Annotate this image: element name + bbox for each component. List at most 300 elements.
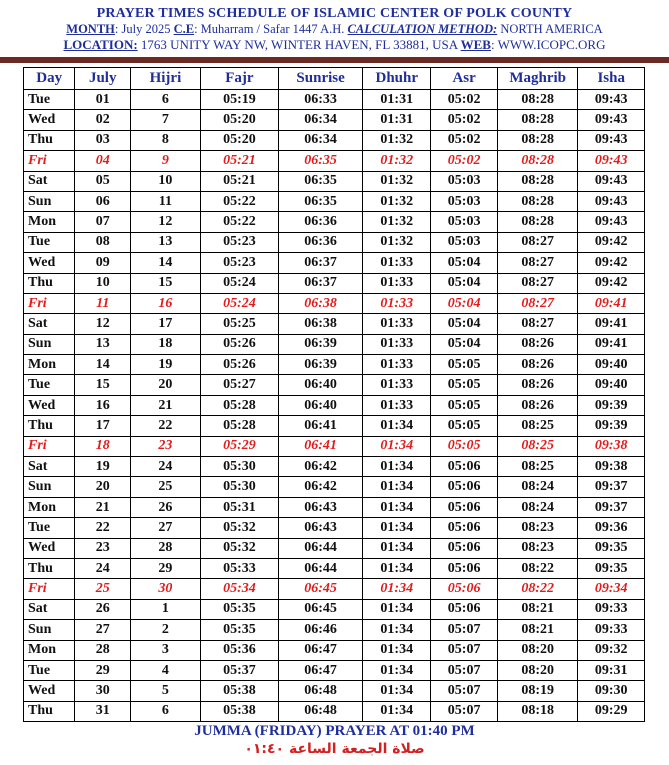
table-row [24,171,645,191]
cell-day: Thu [24,701,75,721]
cell-maghrib: 08:27 [497,293,578,313]
cell-july: 13 [75,334,131,354]
cell-fajr: 05:34 [200,579,278,599]
location-label: LOCATION: [63,37,138,52]
cell-dhuhr: 01:34 [363,620,431,640]
cell-hijri: 11 [131,191,201,211]
cell-day: Sat [24,314,75,334]
cell-maghrib: 08:25 [497,436,578,456]
cell-sunrise: 06:44 [279,538,363,558]
cell-maghrib: 08:27 [497,314,578,334]
cell-day: Wed [24,681,75,701]
cell-fajr: 05:33 [200,558,278,578]
cell-hijri: 6 [131,701,201,721]
column-header-maghrib: Maghrib [497,68,578,90]
column-header-sunrise: Sunrise [279,68,363,90]
table-row [24,538,645,558]
cell-maghrib: 08:24 [497,477,578,497]
cell-isha: 09:43 [578,110,645,130]
cell-isha: 09:40 [578,355,645,375]
cell-maghrib: 08:28 [497,212,578,232]
cell-sunrise: 06:41 [279,436,363,456]
cell-dhuhr: 01:33 [363,395,431,415]
cell-hijri: 26 [131,497,201,517]
cell-asr: 05:03 [431,232,498,252]
cell-maghrib: 08:28 [497,110,578,130]
cell-dhuhr: 01:34 [363,558,431,578]
cell-isha: 09:42 [578,253,645,273]
cell-isha: 09:42 [578,232,645,252]
cell-dhuhr: 01:34 [363,579,431,599]
cell-isha: 09:43 [578,212,645,232]
cell-isha: 09:37 [578,497,645,517]
cell-dhuhr: 01:34 [363,681,431,701]
cell-dhuhr: 01:32 [363,232,431,252]
cell-july: 04 [75,151,131,171]
hijri-months: : Muharram / Safar 1447 A.H. [194,22,345,36]
cell-asr: 05:05 [431,416,498,436]
column-header-hijri: Hijri [131,68,201,90]
cell-dhuhr: 01:34 [363,640,431,660]
cell-isha: 09:34 [578,579,645,599]
cell-hijri: 6 [131,90,201,110]
cell-july: 27 [75,620,131,640]
schedule-header [0,6,669,53]
cell-fajr: 05:24 [200,293,278,313]
cell-fajr: 05:26 [200,355,278,375]
cell-hijri: 2 [131,620,201,640]
cell-fajr: 05:24 [200,273,278,293]
cell-hijri: 4 [131,660,201,680]
cell-asr: 05:03 [431,171,498,191]
table-row [24,416,645,436]
cell-sunrise: 06:34 [279,130,363,150]
cell-asr: 05:06 [431,558,498,578]
cell-fajr: 05:35 [200,599,278,619]
cell-july: 26 [75,599,131,619]
cell-hijri: 12 [131,212,201,232]
web-value[interactable]: : WWW.ICOPC.ORG [490,37,606,52]
table-row [24,660,645,680]
cell-dhuhr: 01:33 [363,334,431,354]
cell-day: Wed [24,110,75,130]
cell-asr: 05:07 [431,701,498,721]
cell-sunrise: 06:33 [279,90,363,110]
cell-asr: 05:04 [431,253,498,273]
cell-july: 17 [75,416,131,436]
table-row [24,151,645,171]
cell-fajr: 05:23 [200,253,278,273]
cell-asr: 05:05 [431,355,498,375]
cell-maghrib: 08:28 [497,171,578,191]
cell-sunrise: 06:42 [279,457,363,477]
cell-dhuhr: 01:33 [363,293,431,313]
cell-isha: 09:36 [578,518,645,538]
cell-july: 10 [75,273,131,293]
cell-fajr: 05:21 [200,151,278,171]
table-row [24,191,645,211]
jumma-notice: JUMMA (FRIDAY) PRAYER AT 01:40 PM [194,723,475,739]
table-row [24,334,645,354]
cell-fajr: 05:22 [200,191,278,211]
cell-hijri: 20 [131,375,201,395]
table-body [24,90,645,722]
cell-july: 19 [75,457,131,477]
calc-method-value: NORTH AMERICA [497,22,603,36]
cell-hijri: 19 [131,355,201,375]
cell-july: 01 [75,90,131,110]
cell-sunrise: 06:43 [279,518,363,538]
cell-sunrise: 06:35 [279,191,363,211]
cell-isha: 09:41 [578,334,645,354]
cell-july: 15 [75,375,131,395]
cell-dhuhr: 01:31 [363,110,431,130]
cell-isha: 09:38 [578,457,645,477]
cell-asr: 05:04 [431,314,498,334]
cell-maghrib: 08:26 [497,375,578,395]
column-header-isha: Isha [578,68,645,90]
cell-hijri: 24 [131,457,201,477]
cell-sunrise: 06:35 [279,171,363,191]
cell-maghrib: 08:26 [497,355,578,375]
cell-asr: 05:03 [431,212,498,232]
cell-july: 09 [75,253,131,273]
table-row [24,558,645,578]
cell-asr: 05:05 [431,395,498,415]
cell-july: 07 [75,212,131,232]
cell-fajr: 05:25 [200,314,278,334]
cell-hijri: 15 [131,273,201,293]
cell-asr: 05:07 [431,620,498,640]
month-line [0,22,669,37]
cell-dhuhr: 01:34 [363,416,431,436]
cell-july: 02 [75,110,131,130]
table-row [24,579,645,599]
cell-july: 11 [75,293,131,313]
cell-maghrib: 08:28 [497,90,578,110]
cell-maghrib: 08:22 [497,558,578,578]
cell-july: 20 [75,477,131,497]
cell-sunrise: 06:46 [279,620,363,640]
cell-hijri: 25 [131,477,201,497]
cell-dhuhr: 01:31 [363,90,431,110]
cell-july: 28 [75,640,131,660]
cell-fajr: 05:21 [200,171,278,191]
cell-maghrib: 08:27 [497,253,578,273]
cell-isha: 09:39 [578,395,645,415]
table-row [24,110,645,130]
cell-hijri: 5 [131,681,201,701]
cell-asr: 05:06 [431,477,498,497]
cell-asr: 05:06 [431,579,498,599]
cell-sunrise: 06:39 [279,355,363,375]
cell-isha: 09:43 [578,191,645,211]
column-header-asr: Asr [431,68,498,90]
cell-day: Fri [24,436,75,456]
cell-fajr: 05:32 [200,538,278,558]
cell-dhuhr: 01:34 [363,660,431,680]
cell-maghrib: 08:23 [497,518,578,538]
cell-asr: 05:04 [431,293,498,313]
column-header-fajr: Fajr [200,68,278,90]
cell-isha: 09:43 [578,90,645,110]
month-value: : July 2025 [114,22,171,36]
cell-sunrise: 06:43 [279,497,363,517]
table-row [24,355,645,375]
cell-hijri: 8 [131,130,201,150]
cell-july: 23 [75,538,131,558]
cell-day: Mon [24,212,75,232]
cell-fajr: 05:38 [200,681,278,701]
cell-hijri: 17 [131,314,201,334]
cell-maghrib: 08:27 [497,273,578,293]
cell-isha: 09:42 [578,273,645,293]
cell-day: Thu [24,130,75,150]
cell-hijri: 16 [131,293,201,313]
cell-isha: 09:35 [578,538,645,558]
cell-asr: 05:07 [431,640,498,660]
cell-sunrise: 06:36 [279,212,363,232]
cell-hijri: 30 [131,579,201,599]
cell-maghrib: 08:19 [497,681,578,701]
cell-fajr: 05:22 [200,212,278,232]
cell-maghrib: 08:26 [497,395,578,415]
cell-asr: 05:06 [431,538,498,558]
cell-july: 21 [75,497,131,517]
cell-asr: 05:03 [431,191,498,211]
cell-day: Sat [24,171,75,191]
cell-day: Wed [24,538,75,558]
cell-dhuhr: 01:34 [363,497,431,517]
cell-day: Thu [24,273,75,293]
cell-isha: 09:39 [578,416,645,436]
cell-sunrise: 06:38 [279,314,363,334]
cell-day: Mon [24,355,75,375]
cell-fajr: 05:30 [200,457,278,477]
cell-asr: 05:02 [431,90,498,110]
cell-sunrise: 06:45 [279,579,363,599]
cell-isha: 09:38 [578,436,645,456]
cell-day: Fri [24,579,75,599]
cell-july: 29 [75,660,131,680]
cell-maghrib: 08:28 [497,151,578,171]
cell-hijri: 10 [131,171,201,191]
cell-day: Wed [24,253,75,273]
cell-maghrib: 08:26 [497,334,578,354]
cell-day: Fri [24,151,75,171]
table-row [24,273,645,293]
cell-isha: 09:43 [578,130,645,150]
cell-dhuhr: 01:34 [363,538,431,558]
table-row [24,436,645,456]
table-row [24,640,645,660]
cell-asr: 05:04 [431,273,498,293]
location-value: 1763 UNITY WAY NW, WINTER HAVEN, FL 33881, USA [137,37,461,52]
cell-dhuhr: 01:32 [363,151,431,171]
cell-sunrise: 06:37 [279,273,363,293]
cell-maghrib: 08:25 [497,416,578,436]
cell-sunrise: 06:48 [279,681,363,701]
table-header-row [24,68,645,90]
column-header-dhuhr: Dhuhr [363,68,431,90]
table-row [24,477,645,497]
cell-july: 24 [75,558,131,578]
cell-july: 30 [75,681,131,701]
cell-sunrise: 06:41 [279,416,363,436]
cell-isha: 09:41 [578,293,645,313]
cell-asr: 05:05 [431,436,498,456]
cell-fajr: 05:28 [200,416,278,436]
cell-fajr: 05:28 [200,395,278,415]
cell-maghrib: 08:28 [497,191,578,211]
cell-asr: 05:06 [431,599,498,619]
column-header-july: July [75,68,131,90]
cell-july: 16 [75,395,131,415]
cell-maghrib: 08:18 [497,701,578,721]
cell-fajr: 05:37 [200,660,278,680]
cell-maghrib: 08:22 [497,579,578,599]
cell-day: Tue [24,90,75,110]
cell-day: Sun [24,191,75,211]
cell-maghrib: 08:21 [497,620,578,640]
ce-label: C.E [173,22,195,36]
cell-hijri: 18 [131,334,201,354]
cell-sunrise: 06:45 [279,599,363,619]
cell-dhuhr: 01:34 [363,457,431,477]
cell-asr: 05:04 [431,334,498,354]
cell-maghrib: 08:27 [497,232,578,252]
cell-fajr: 05:38 [200,701,278,721]
cell-dhuhr: 01:34 [363,701,431,721]
cell-fajr: 05:20 [200,110,278,130]
cell-july: 31 [75,701,131,721]
cell-asr: 05:07 [431,660,498,680]
table-row [24,232,645,252]
table-row [24,314,645,334]
table-row [24,293,645,313]
cell-fajr: 05:31 [200,497,278,517]
cell-day: Wed [24,395,75,415]
month-label: MONTH [66,22,115,36]
calc-method-label: CALCULATION METHOD: [347,22,498,36]
table-row [24,395,645,415]
cell-isha: 09:37 [578,477,645,497]
cell-hijri: 29 [131,558,201,578]
cell-day: Thu [24,416,75,436]
cell-asr: 05:02 [431,151,498,171]
cell-asr: 05:06 [431,497,498,517]
cell-july: 25 [75,579,131,599]
cell-sunrise: 06:38 [279,293,363,313]
cell-dhuhr: 01:32 [363,171,431,191]
cell-july: 06 [75,191,131,211]
table-row [24,497,645,517]
cell-sunrise: 06:40 [279,395,363,415]
cell-isha: 09:33 [578,620,645,640]
cell-dhuhr: 01:33 [363,314,431,334]
table-row [24,457,645,477]
cell-hijri: 23 [131,436,201,456]
cell-asr: 05:06 [431,457,498,477]
cell-day: Tue [24,232,75,252]
cell-day: Sat [24,457,75,477]
cell-maghrib: 08:21 [497,599,578,619]
cell-dhuhr: 01:34 [363,518,431,538]
web-label: WEB [460,37,491,52]
cell-isha: 09:41 [578,314,645,334]
cell-fajr: 05:20 [200,130,278,150]
cell-maghrib: 08:28 [497,130,578,150]
cell-sunrise: 06:44 [279,558,363,578]
cell-day: Thu [24,558,75,578]
cell-july: 08 [75,232,131,252]
cell-asr: 05:02 [431,110,498,130]
table-row [24,518,645,538]
cell-isha: 09:31 [578,660,645,680]
cell-dhuhr: 01:33 [363,253,431,273]
cell-fajr: 05:32 [200,518,278,538]
cell-july: 12 [75,314,131,334]
cell-day: Sat [24,599,75,619]
cell-maghrib: 08:20 [497,640,578,660]
cell-dhuhr: 01:32 [363,212,431,232]
table-row [24,90,645,110]
cell-july: 14 [75,355,131,375]
cell-isha: 09:35 [578,558,645,578]
cell-isha: 09:32 [578,640,645,660]
cell-fajr: 05:27 [200,375,278,395]
cell-sunrise: 06:47 [279,640,363,660]
cell-asr: 05:06 [431,518,498,538]
cell-maghrib: 08:24 [497,497,578,517]
cell-dhuhr: 01:34 [363,599,431,619]
location-line [0,37,669,53]
cell-maghrib: 08:25 [497,457,578,477]
cell-isha: 09:40 [578,375,645,395]
table-row [24,701,645,721]
cell-day: Sun [24,334,75,354]
cell-sunrise: 06:40 [279,375,363,395]
cell-dhuhr: 01:33 [363,375,431,395]
cell-fajr: 05:35 [200,620,278,640]
cell-sunrise: 06:36 [279,232,363,252]
cell-isha: 09:30 [578,681,645,701]
cell-maghrib: 08:20 [497,660,578,680]
table-row [24,375,645,395]
cell-day: Tue [24,660,75,680]
cell-day: Mon [24,497,75,517]
cell-fajr: 05:23 [200,232,278,252]
table-row [24,599,645,619]
cell-sunrise: 06:34 [279,110,363,130]
cell-july: 05 [75,171,131,191]
jumma-notice-arabic: صلاة الجمعة الساعة ٠١:٤٠ [244,741,425,757]
cell-fajr: 05:26 [200,334,278,354]
cell-sunrise: 06:47 [279,660,363,680]
cell-dhuhr: 01:33 [363,355,431,375]
cell-fajr: 05:30 [200,477,278,497]
cell-july: 22 [75,518,131,538]
table-row [24,620,645,640]
cell-sunrise: 06:39 [279,334,363,354]
cell-asr: 05:05 [431,375,498,395]
cell-isha: 09:43 [578,171,645,191]
cell-hijri: 14 [131,253,201,273]
cell-dhuhr: 01:33 [363,273,431,293]
cell-sunrise: 06:37 [279,253,363,273]
cell-dhuhr: 01:34 [363,436,431,456]
cell-hijri: 22 [131,416,201,436]
